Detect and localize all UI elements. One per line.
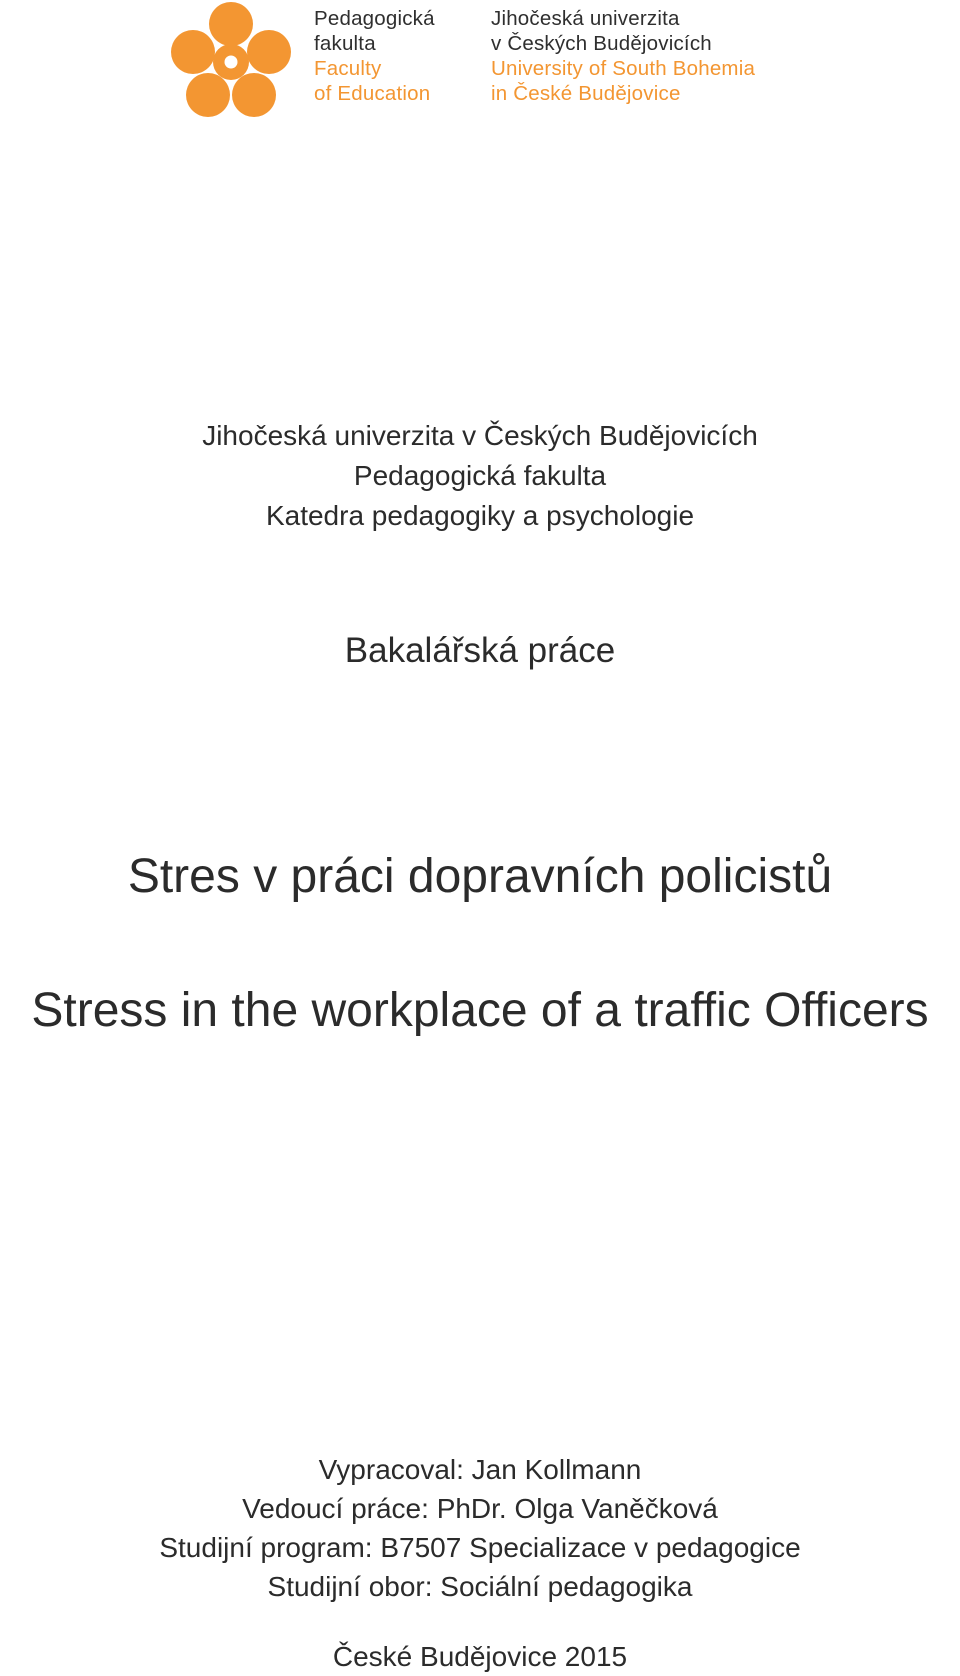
- thesis-type: Bakalářská práce: [344, 631, 616, 670]
- faculty-logo-text: [314, 6, 435, 106]
- thesis-meta-block: [0, 1450, 960, 1606]
- faculty-en-line1: Faculty: [314, 57, 382, 80]
- university-cz-line1: Jihočeská univerzita: [491, 7, 680, 30]
- university-cz-line2: v Českých Budějovicích: [491, 32, 712, 55]
- university-en-line1: University of South Bohemia: [491, 57, 756, 80]
- faculty-name: Pedagogická fakulta: [353, 460, 607, 491]
- thesis-title-czech: Stres v práci dopravních policistů: [127, 850, 833, 903]
- faculty-en-line2: of Education: [314, 82, 431, 105]
- faculty-cz-line2: fakulta: [314, 32, 376, 55]
- university-flower-logo-icon: [170, 0, 292, 118]
- supervisor-line: Vedoucí práce: PhDr. Olga Vaněčková: [242, 1493, 718, 1524]
- university-en-line2: in České Budějovice: [491, 82, 681, 105]
- university-name: Jihočeská univerzita v Českých Budějovicích: [202, 420, 758, 451]
- study-field-line: Studijní obor: Sociální pedagogika: [267, 1571, 693, 1602]
- place-and-year: České Budějovice 2015: [332, 1641, 628, 1672]
- institution-block: [0, 416, 960, 536]
- thesis-title-english: Stress in the workplace of a traffic Officers: [31, 984, 929, 1037]
- university-logo-text: [491, 6, 755, 106]
- department-name: Katedra pedagogiky a psychologie: [265, 500, 695, 531]
- study-program-line: Studijní program: B7507 Specializace v pedagogice: [159, 1532, 801, 1563]
- author-line: Vypracoval: Jan Kollmann: [318, 1454, 642, 1485]
- faculty-cz-line1: Pedagogická: [314, 7, 435, 30]
